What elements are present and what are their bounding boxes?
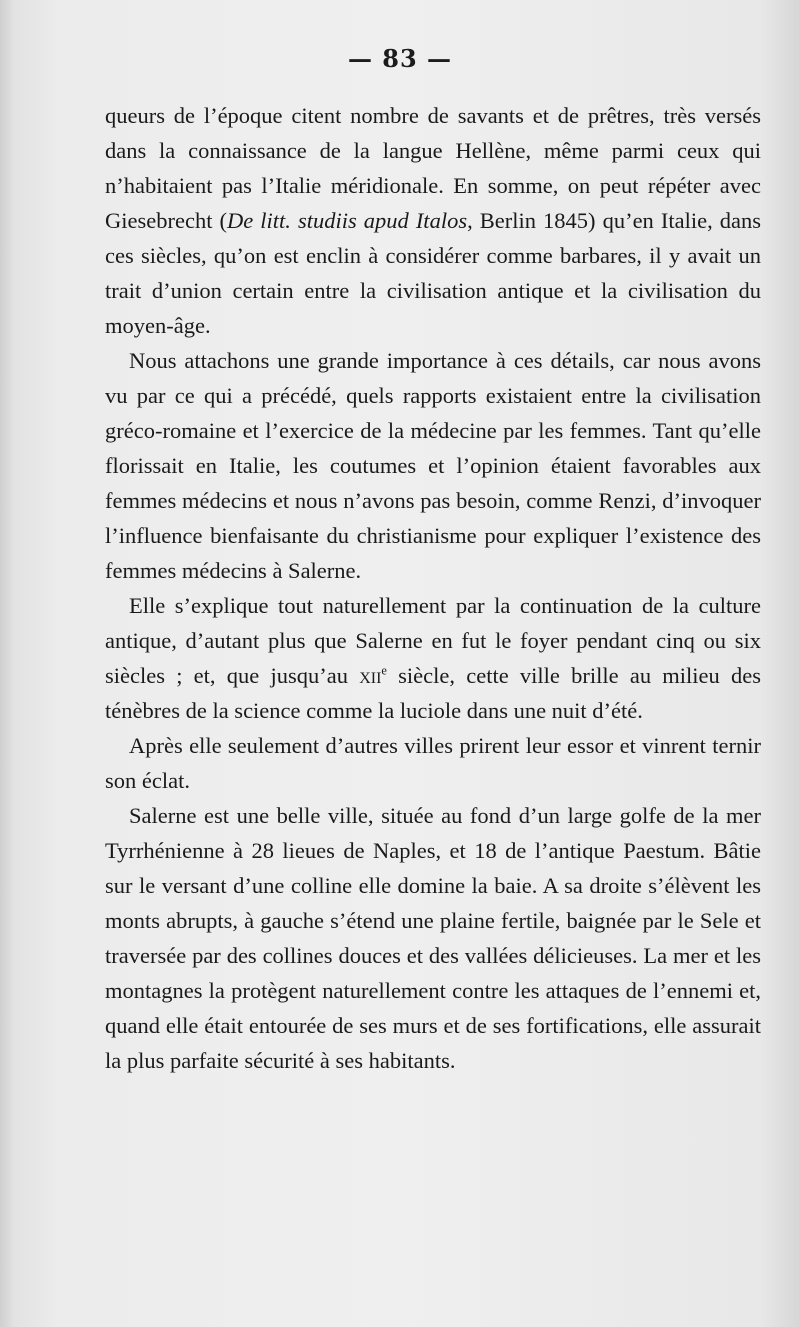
body-text: [105, 98, 761, 1078]
paragraph-3-text-b: siècle, cette ville brille au milieu des ténèbres de la science comme la luciole dans une nuit d’été.: [105, 663, 762, 723]
paragraph-3-text-a: Elle s’explique tout naturellement par la continuation de la culture antique, d’autant plus que Salerne en fut le foyer pendant cinq ou six siècles ; et, que jusqu’au: [105, 593, 761, 688]
citation-title: De litt. studiis apud Italos: [227, 208, 468, 233]
paragraph-1-text-b: , Berlin 1845) qu’en Italie, dans ces siècles, qu’on est enclin à considérer comme barbares, il y avait un trait d’union certain entre la civilisation antique et la civilisation du moyen-âge.: [105, 208, 761, 338]
paragraph-3: [105, 588, 761, 728]
paragraph-2-text: Nous attachons une grande importance à ces détails, car nous avons vu par ce qui a précédé, quels rapports existaient entre la civilisation gréco-romaine et l’exercice de la médecine par les femmes. Tant qu’elle florissait en Italie, les coutumes et l’opinion étaient favorables aux femmes médecins et nous n’avons pas besoin, comme Renzi, d’invoquer l’influence bienfaisante du christianisme pour expliquer l’existence des femmes médecins à Salerne.: [105, 348, 761, 583]
paragraph-5-text: Salerne est une belle ville, située au fond d’un large golfe de la mer Tyrrhénienne à 28 lieues de Naples, et 18 de l’antique Paestum. Bâtie sur le versant d’une colline elle domine la baie. A sa droite s’élèvent les monts abrupts, à gauche s’étend une plaine fertile, baignée par le Sele et traversée par des collines douces et des vallées délicieuses. La mer et les montagnes la protègent naturellement contre les attaques de l’ennemi et, quand elle était entourée de ses murs et de ses fortifications, elle assurait la plus parfaite sécurité à ses habitants.: [105, 803, 761, 1073]
page-number: — 83 —: [347, 44, 453, 73]
century-numeral: xii: [359, 663, 382, 688]
century-superscript: e: [381, 663, 387, 678]
paragraph-4: [105, 728, 761, 798]
paragraph-2: [105, 343, 761, 588]
paragraph-4-text: Après elle seulement d’autres villes prirent leur essor et vinrent ternir son éclat.: [105, 733, 761, 793]
paragraph-5: [105, 798, 761, 1078]
paragraph-1-text-a: queurs de l’époque citent nombre de savants et de prêtres, très versés dans la connaissance de la langue Hellène, même parmi ceux qui n’habitaient pas l’Italie méridionale. En somme, on peut répéter avec Giesebrecht (: [105, 103, 761, 233]
paragraph-1: [105, 98, 761, 343]
